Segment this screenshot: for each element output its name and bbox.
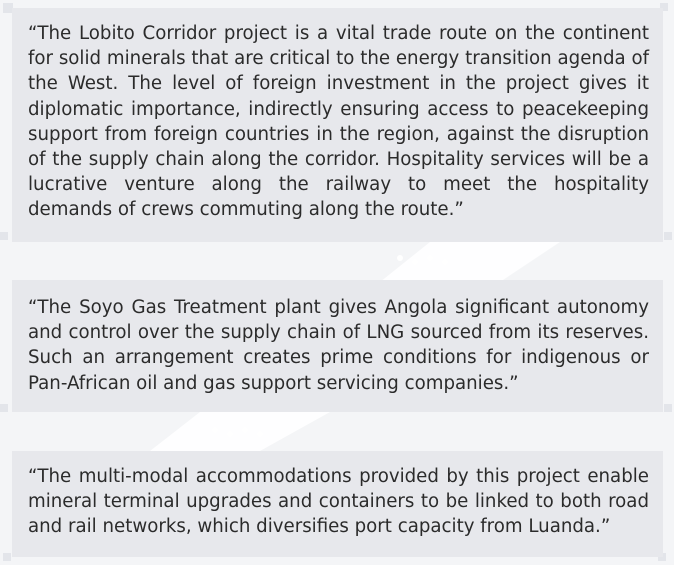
quote-card-multi-modal <box>12 451 663 557</box>
quote-text: “The Soyo Gas Treatment plant gives Angola significant autonomy and control over the supply chain of LNG sourced from its reserves. Such an arrangement creates prime conditions for indigenous or Pan-African oil and gas support servicing companies.” <box>28 297 649 394</box>
quote-text: “The multi-modal accommodations provided by this project enable mineral terminal upgrades and containers to be linked to both road and rail networks, which diversifies port capacity from Luanda.” <box>28 466 649 538</box>
quote-text: “The Lobito Corridor project is a vital trade route on the continent for solid minerals that are critical to the energy transition agenda of the West. The level of foreign investment in the project gives it diplomatic importance, indirectly ensuring access to peacekeeping support from foreign countries in the region, against the disruption of the supply chain along the corridor. Hospitality services will be a lucrative venture along the railway to meet the hospitality demands of crews commuting along the route.” <box>28 23 649 221</box>
quote-card-soyo-gas <box>12 280 663 412</box>
quote-card-lobito-corridor <box>12 8 663 242</box>
